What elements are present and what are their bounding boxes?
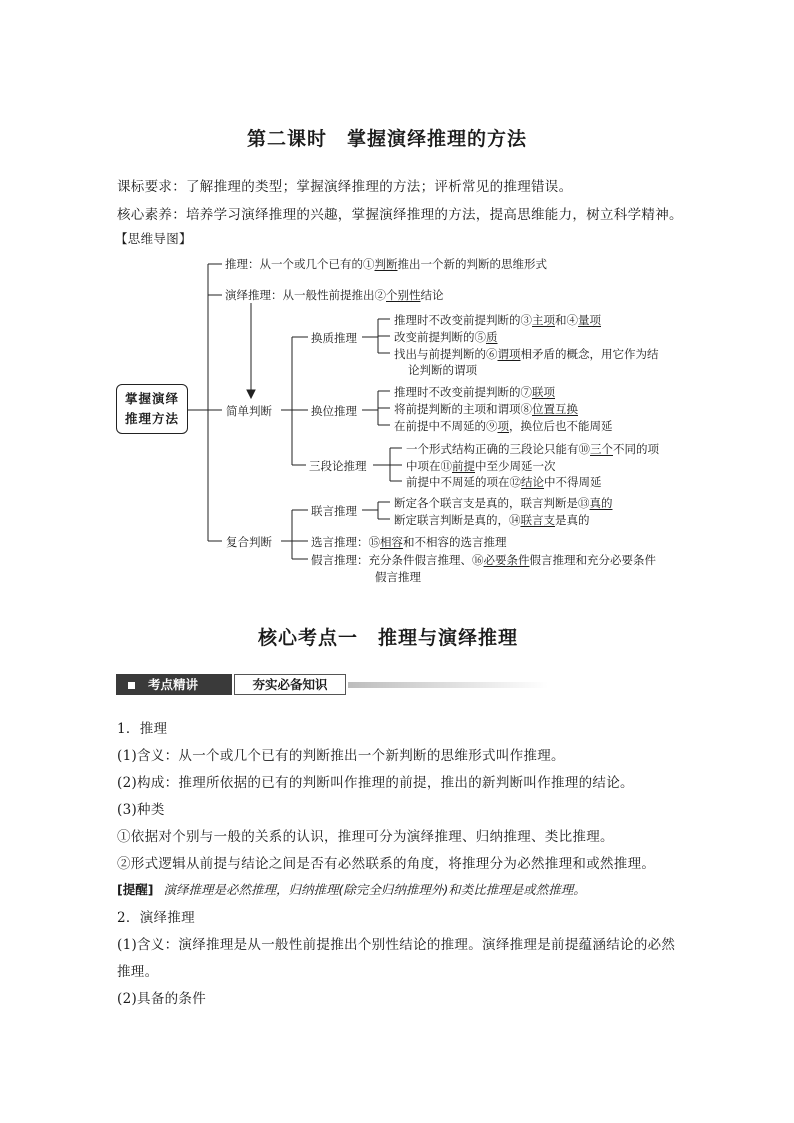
cp-rule-2: 将前提判断的主项和谓项⑧位置互换 [394,402,578,416]
heading-inference: 1．推理 [117,721,168,737]
node-hypothetical: 假言推理：充分条件假言推理、⑯必要条件假言推理和充分必要条件 [311,553,656,567]
para-composition: (2)构成：推理所依据的已有的判断叫作推理的前提，推出的新判断叫作推理的结论。 [117,775,634,791]
branch-simple-judgment: 简单判断 [226,404,272,418]
hint-label: [提醒] [117,882,154,897]
section-title: 核心考点一 推理与演绎推理 [258,627,519,649]
cq-rule-3-cont: 论判断的谓项 [408,363,477,377]
mindmap-root [116,384,188,434]
para-deductive-meaning: (1)含义：演绎推理是从一般性前提推出个别性结论的推理。演绎推理是前提蕴涵结论的必然 [117,937,676,953]
cj-rule-1: 断定各个联言支是真的，联言判断是⑬真的 [394,496,613,510]
branch-deductive: 演绎推理：从一般性前提推出②个别性结论 [225,288,444,302]
curriculum-requirements: 课标要求：了解推理的类型；掌握演绎推理的方法；评析常见的推理错误。 [117,179,573,195]
sy-rule-2: 中项在⑪前提中至少周延一次 [406,459,556,473]
hint-line [117,879,586,898]
sy-rule-1: 一个形式结构正确的三段论只能有⑩三个不同的项 [406,442,659,456]
node-conjunctive: 联言推理 [311,504,357,518]
square-icon [128,682,135,689]
heading-deductive: 2．演绎推理 [117,910,195,926]
hint-text: 演绎推理是必然推理，归纳推理(除完全归纳推理外)和类比推理是或然推理。 [163,882,586,897]
cq-rule-1: 推理时不改变前提判断的③主项和④量项 [394,313,601,327]
cp-rule-1: 推理时不改变前提判断的⑦联项 [394,385,555,399]
section-bar [116,673,432,697]
mindmap-root-line2: 推理方法 [124,411,179,426]
para-type-1: ①依据对个别与一般的关系的认识，推理可分为演绎推理、归纳推理、类比推理。 [117,829,614,845]
cp-rule-3: 在前提中不周延的⑨项，换位后也不能周延 [394,419,613,433]
cj-rule-2: 断定联言判断是真的，⑭联言支是真的 [394,513,590,527]
para-deductive-meaning-cont: 推理。 [117,964,159,980]
branch-inference: 推理：从一个或几个已有的①判断推出一个新的判断的思维形式 [225,257,547,271]
node-disjunctive: 选言推理：⑮相容和不相容的选言推理 [311,535,507,549]
node-change-position: 换位推理 [311,404,357,418]
branch-compound-judgment: 复合判断 [226,535,272,549]
para-meaning: (1)含义：从一个或几个已有的判断推出一个新判断的思维形式叫作推理。 [117,748,565,764]
bar-fade-decoration [348,682,548,688]
page-title: 第二课时 掌握演绎推理的方法 [247,128,528,150]
cq-rule-2: 改变前提判断的⑤质 [394,330,498,344]
sy-rule-3: 前提中不周延的项在⑫结论中不得周延 [406,475,602,489]
mindmap-label: 【思维导图】 [115,231,192,246]
bar-label-light: 夯实必备知识 [234,674,346,695]
para-type-2: ②形式逻辑从前提与结论之间是否有必然联系的角度，将推理分为必然推理和或然推理。 [117,856,656,872]
cq-rule-3: 找出与前提判断的⑥谓项相矛盾的概念，用它作为结 [394,347,659,361]
para-conditions: (2)具备的条件 [117,991,207,1007]
node-hypothetical-cont: 假言推理 [375,570,421,584]
para-types: (3)种类 [117,802,165,818]
mindmap-root-line1: 掌握演绎 [124,391,179,406]
node-syllogism: 三段论推理 [309,459,367,473]
node-change-quality: 换质推理 [311,331,357,345]
core-literacy: 核心素养：培养学习演绎推理的兴趣，掌握演绎推理的方法，提高思维能力，树立科学精神。 [117,207,683,223]
bar-label-dark: 考点精讲 [116,674,232,695]
